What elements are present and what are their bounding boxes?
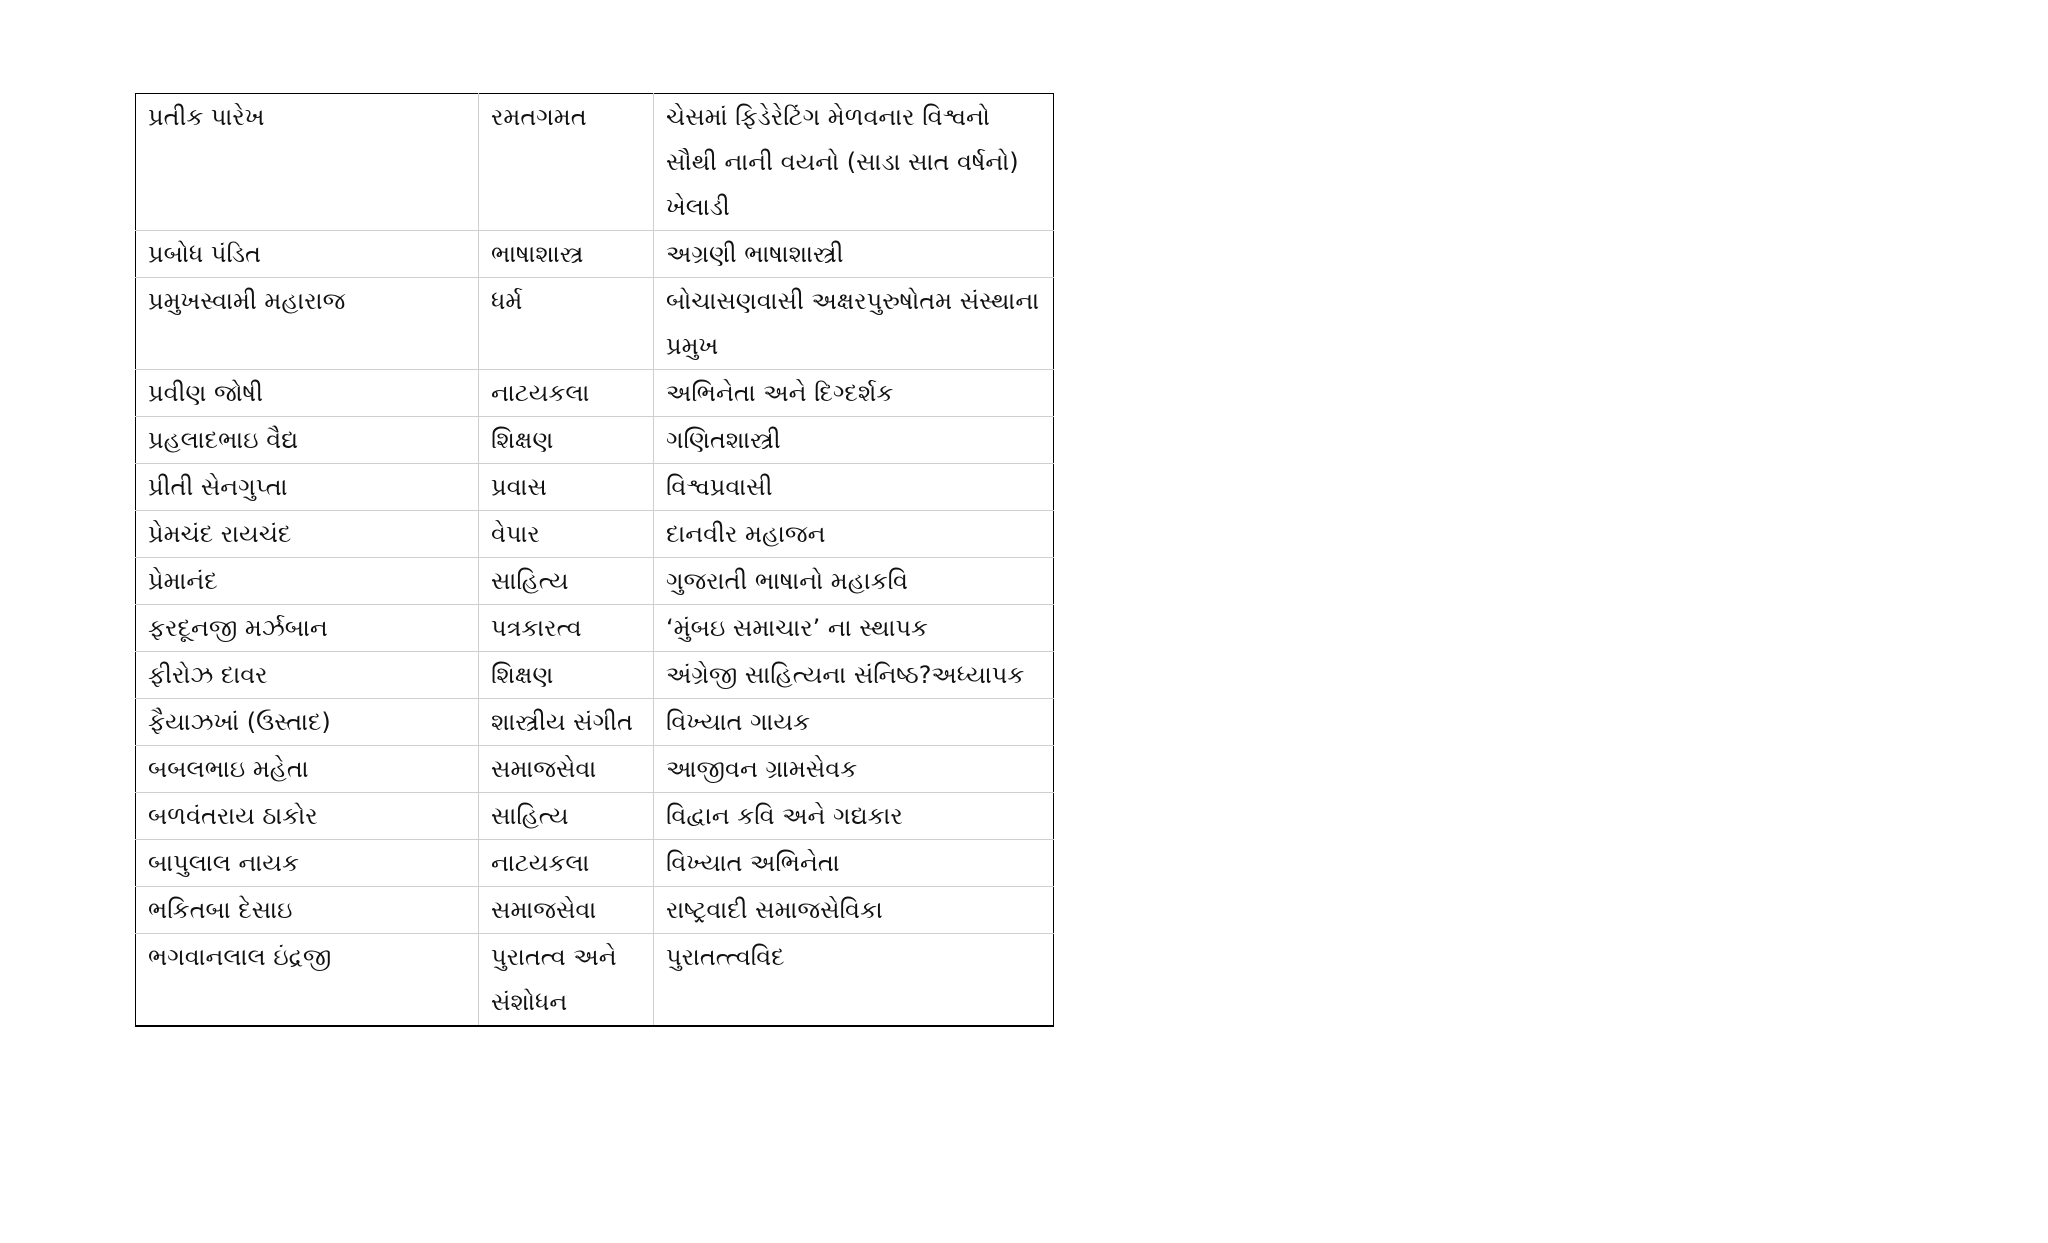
field-cell: સમાજસેવા <box>479 746 654 793</box>
description-cell: ચેસમાં ફિડેરેટિંગ મેળવનાર વિશ્વનો સૌથી નાની વયનો (સાડા સાત વર્ષનો) ખેલાડી <box>654 94 1054 231</box>
description-cell: પુરાતત્ત્વવિદ <box>666 943 785 971</box>
table-row <box>136 605 1054 652</box>
name-cell: ફૈયાઝખાં (ઉસ્તાદ) <box>136 699 479 746</box>
description-cell: ‘મુંબઇ સમાચાર’ ના સ્થાપક <box>654 605 1054 652</box>
description-cell: વિશ્વપ્રવાસી <box>654 464 1054 511</box>
description-cell: અંગ્રેજી સાહિત્યના સંનિષ્ઠ?અધ્યાપક <box>654 652 1054 699</box>
description-cell: બોચાસણવાસી અક્ષરપુરુષોતમ સંસ્થાના પ્રમુખ <box>654 278 1054 370</box>
table-row <box>136 840 1054 887</box>
table-row <box>136 934 1054 1027</box>
table-row <box>136 464 1054 511</box>
field-cell: ધર્મ <box>479 278 654 370</box>
table-row <box>136 746 1054 793</box>
description-cell: ગણિતશાસ્ત્રી <box>654 417 1054 464</box>
description-cell: રાષ્ટ્રવાદી સમાજસેવિકા <box>654 887 1054 934</box>
name-cell: પ્રતીક પારેખ <box>136 94 479 231</box>
table-row <box>136 231 1054 278</box>
field-cell: પ્રવાસ <box>479 464 654 511</box>
table-row <box>136 699 1054 746</box>
table-row <box>136 652 1054 699</box>
table-body <box>136 94 1054 1027</box>
table-row <box>136 417 1054 464</box>
description-cell: વિદ્વાન કવિ અને ગદ્યકાર <box>654 793 1054 840</box>
name-cell: બાપુલાલ નાયક <box>136 840 479 887</box>
name-cell: પ્રમુખસ્વામી મહારાજ <box>136 278 479 370</box>
name-cell: પ્રહલાદભાઇ વૈદ્ય <box>136 417 479 464</box>
name-cell: પ્રીતી સેનગુપ્તા <box>136 464 479 511</box>
name-cell: ફીરોઝ દાવર <box>136 652 479 699</box>
field-cell: નાટયકલા <box>479 370 654 417</box>
name-cell: બબલભાઇ મહેતા <box>136 746 479 793</box>
field-cell: સમાજસેવા <box>479 887 654 934</box>
name-cell: ભકિતબા દેસાઇ <box>136 887 479 934</box>
name-cell: પ્રબોધ પંડિત <box>136 231 479 278</box>
name-cell: પ્રેમચંદ રાયચંદ <box>136 511 479 558</box>
description-cell: અભિનેતા અને દિગ્દર્શક <box>654 370 1054 417</box>
table-row <box>136 511 1054 558</box>
description-cell: દાનવીર મહાજન <box>654 511 1054 558</box>
field-cell: સાહિત્ય <box>479 793 654 840</box>
biography-table <box>135 93 1054 1027</box>
field-cell: પુરાતત્વ અને સંશોધન <box>479 934 654 1027</box>
table-row <box>136 558 1054 605</box>
table-row <box>136 370 1054 417</box>
description-cell: આજીવન ગ્રામસેવક <box>654 746 1054 793</box>
name-cell: ભગવાનલાલ ઇંદ્રજી <box>136 934 479 1027</box>
field-cell: શિક્ષણ <box>479 417 654 464</box>
description-cell: વિખ્યાત અભિનેતા <box>654 840 1054 887</box>
name-cell: બળવંતરાય ઠાકોર <box>136 793 479 840</box>
field-cell: શાસ્ત્રીય સંગીત <box>479 699 654 746</box>
field-cell: સાહિત્ય <box>479 558 654 605</box>
field-cell: પત્રકારત્વ <box>479 605 654 652</box>
field-cell: ભાષાશાસ્ત્ર <box>479 231 654 278</box>
field-cell: રમતગમત <box>479 94 654 231</box>
description-cell: વિખ્યાત ગાયક <box>654 699 1054 746</box>
table-row <box>136 94 1054 231</box>
table-row <box>136 887 1054 934</box>
table-row <box>136 793 1054 840</box>
name-cell: પ્રવીણ જોષી <box>136 370 479 417</box>
name-cell: ફરદૂનજી મર્ઝબાન <box>136 605 479 652</box>
description-cell: ગુજરાતી ભાષાનો મહાકવિ <box>654 558 1054 605</box>
field-cell: વેપાર <box>479 511 654 558</box>
name-cell: પ્રેમાનંદ <box>136 558 479 605</box>
field-cell: શિક્ષણ <box>479 652 654 699</box>
field-cell: નાટયકલા <box>479 840 654 887</box>
table-row <box>136 278 1054 370</box>
description-cell: અગ્રણી ભાષાશાસ્ત્રી <box>654 231 1054 278</box>
